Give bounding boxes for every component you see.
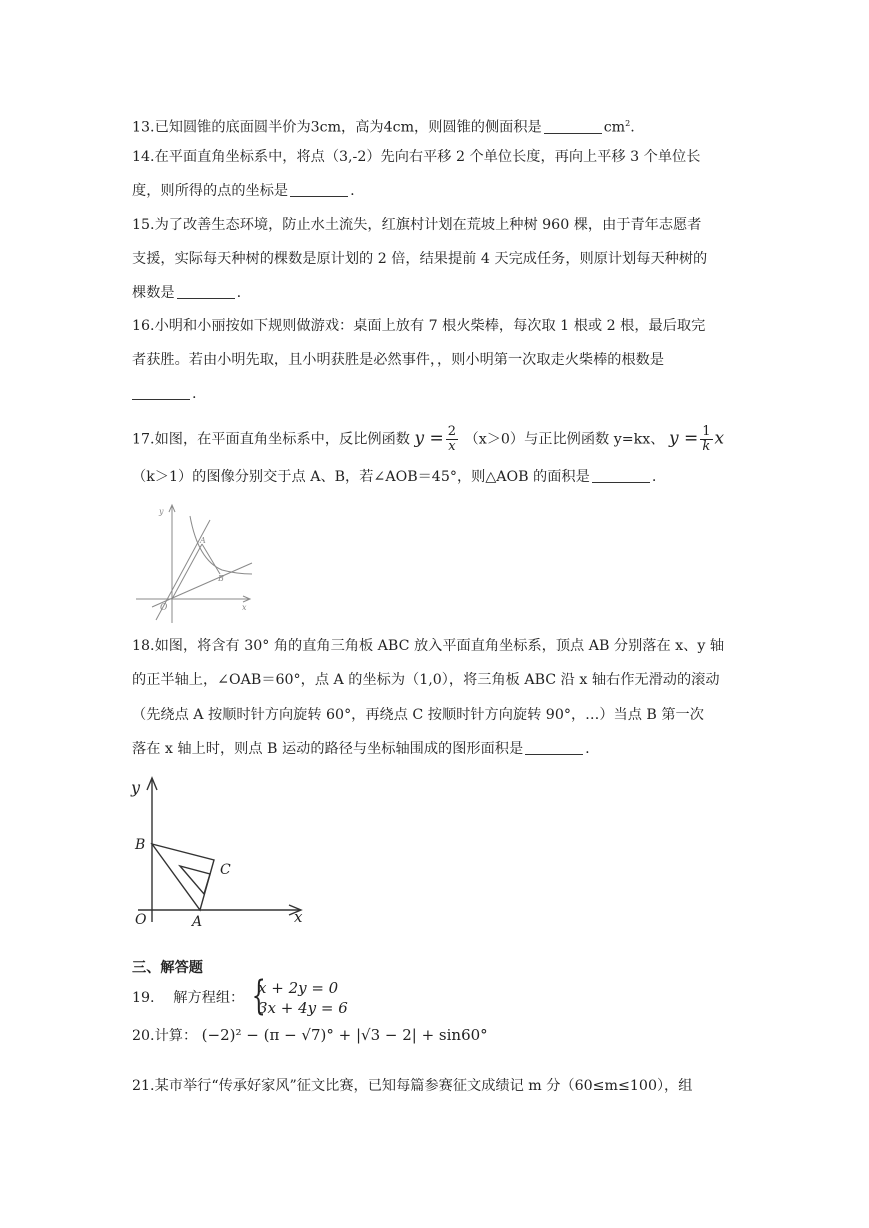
q17-line2-text: （k＞1）的图像分别交于点 A、B，若∠AOB＝45°，则△AOB 的面积是 <box>132 469 590 485</box>
question-15-line2: 支援，实际每天种树的棵数是原计划的 2 倍，结果提前 4 天完成任务，则原计划每天种树的 <box>132 251 708 267</box>
q14-end: . <box>350 183 355 199</box>
q17-func1-lhs: y = <box>414 428 444 449</box>
q13-text: 13.已知圆锥的底面圆半价为3cm，高为4cm，则圆锥的侧面积是 <box>132 119 542 136</box>
q13-sup: 2 <box>625 119 631 128</box>
fig17-x-label: x <box>242 603 247 612</box>
q17-figure <box>132 500 254 626</box>
equation-1: x + 2y = 0 <box>258 979 339 997</box>
question-18-line4 <box>132 739 590 759</box>
fig17-origin-label: O <box>160 603 168 613</box>
frac-numerator: 2 <box>447 424 457 439</box>
fig17-point-b: B <box>218 574 224 583</box>
q17-func2-var: x <box>714 428 725 449</box>
answer-blank <box>544 119 602 134</box>
fig17-point-a: A <box>200 536 206 545</box>
line-y-x-over-k <box>152 563 252 607</box>
q20-label: 20.计算： <box>132 1028 198 1044</box>
question-21-line1: 21.某市举行“传承好家风”征文比赛，已知每篇参赛征文成绩记 m 分（60≤m≤100），组 <box>132 1078 693 1094</box>
fig18-point-c: C <box>220 862 231 878</box>
answer-blank <box>592 468 650 483</box>
segment-ab <box>202 544 220 574</box>
fig17-y-label: y <box>159 507 164 516</box>
answer-blank <box>525 740 583 755</box>
question-17-line2 <box>132 467 656 487</box>
q17-mid: （x＞0）与正比例函数 y=kx、 <box>464 431 665 448</box>
question-18-line1: 18.如图，将含有 30° 角的直角三角板 ABC 放入平面直角坐标系，顶点 AB 分别落在 x、y 轴 <box>132 638 725 654</box>
question-18-line3: （先绕点 A 按顺时针方向旋转 60°，再绕点 C 按顺时针方向旋转 90°，…）当点 B 第一次 <box>132 707 704 723</box>
frac-denominator: x <box>448 439 456 454</box>
equation-2: 3x + 4y = 6 <box>258 999 348 1017</box>
q14-line2-text: 度，则所得的点的坐标是 <box>132 183 289 199</box>
equation-brace: { <box>251 973 266 1019</box>
fig18-point-b: B <box>135 837 146 853</box>
q17-fraction-1-over-k <box>700 425 712 454</box>
answer-blank <box>132 385 190 400</box>
fig18-point-a: A <box>192 914 203 930</box>
question-16-line3 <box>132 384 197 404</box>
segment-oa <box>172 544 202 599</box>
q13-unit: cm <box>603 119 626 136</box>
frac-numerator: 1 <box>702 424 711 439</box>
question-17-line1 <box>132 425 724 454</box>
q18-line4-text: 落在 x 轴上时，则点 B 运动的路径与坐标轴围成的图形面积是 <box>132 741 524 757</box>
fig18-x-label: x <box>294 908 303 926</box>
question-14-line1: 14.在平面直角坐标系中，将点（3,-2）先向右平移 2 个单位长度，再向上平移 3 个单位长 <box>132 149 701 165</box>
q17-func2-lhs: y = <box>668 428 699 449</box>
q15-end: . <box>236 285 242 301</box>
q17-prefix: 17.如图，在平面直角坐标系中，反比例函数 <box>132 431 410 448</box>
section-heading: 三、解答题 <box>132 960 203 976</box>
q18-figure <box>128 772 308 932</box>
question-16-line2: 者获胜。若由小明先取，且小明获胜是必然事件，，则小明第一次取走火柴棒的根数是 <box>132 352 665 368</box>
question-18-line2: 的正半轴上，∠OAB＝60°，点 A 的坐标为（1,0），将三角板 ABC 沿 x 轴右作无滑动的滚动 <box>132 672 720 688</box>
q18-end: . <box>585 741 590 757</box>
q13-end: . <box>630 119 635 136</box>
answer-blank <box>290 182 348 197</box>
question-20 <box>132 1025 488 1046</box>
question-14-line2 <box>132 181 355 201</box>
triangle-abc <box>152 844 214 910</box>
fig18-origin-label: O <box>135 912 147 928</box>
question-15-line1: 15.为了改善生态环境，防止水土流失，红旗村计划在荒坡上种树 960 棵，由于青年志愿者 <box>132 217 702 233</box>
q17-end: . <box>651 469 657 485</box>
equation-system <box>258 978 348 1018</box>
fig18-y-label: y <box>131 778 141 797</box>
q20-expression: (−2)² − (π − √7)° + |√3 − 2| + sin60° <box>201 1026 488 1044</box>
question-13 <box>132 114 635 138</box>
question-19-label: 19. 解方程组： <box>132 990 245 1006</box>
q16-end: . <box>192 386 197 402</box>
frac-denominator: k <box>702 439 711 454</box>
question-16-line1: 16.小明和小丽按如下规则做游戏：桌面上放有 7 根火柴棒，每次取 1 根或 2 根，最后取完 <box>132 318 706 334</box>
question-15-line3 <box>132 283 241 303</box>
q17-fraction-2-over-x <box>446 425 458 454</box>
answer-blank <box>177 284 235 299</box>
hyperbola-curve <box>190 516 252 574</box>
q15-line3-text: 棵数是 <box>132 285 175 301</box>
